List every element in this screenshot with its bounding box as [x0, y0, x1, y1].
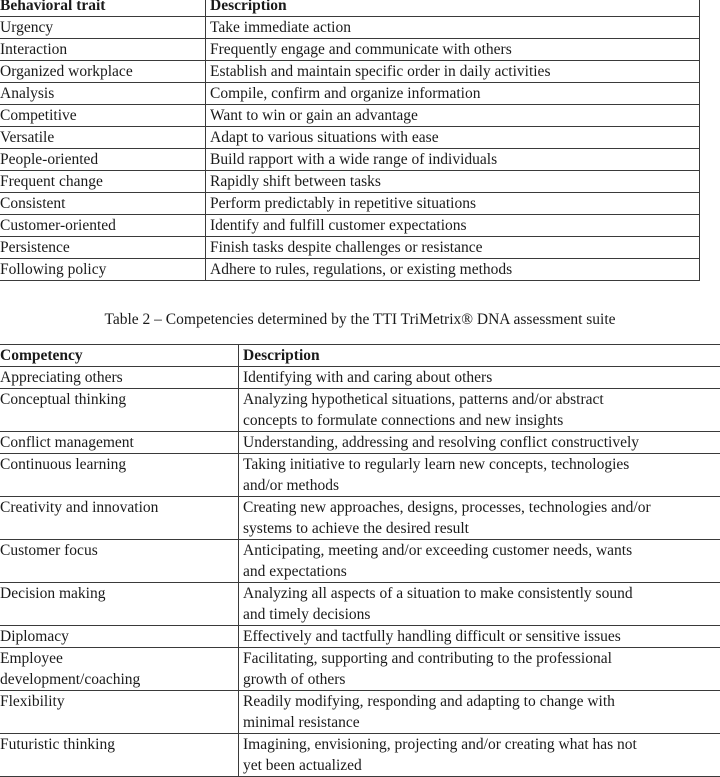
description-cell: Effectively and tactfully handling difficult or sensitive issues — [239, 626, 720, 648]
description-cell: Rapidly shift between tasks — [206, 171, 700, 193]
table-row — [0, 237, 700, 259]
name-cell: Decision making — [0, 583, 239, 626]
description-cell: Anticipating, meeting and/or exceeding customer needs, wants and expectations — [239, 540, 720, 583]
table-row — [0, 389, 720, 432]
description-cell: Taking initiative to regularly learn new concepts, technologies and/or methods — [239, 454, 720, 497]
table-row — [0, 454, 720, 497]
table-body — [0, 17, 700, 281]
description-cell: Facilitating, supporting and contributing to the professional growth of others — [239, 648, 720, 691]
table-header-row — [0, 345, 720, 367]
description-cell: Perform predictably in repetitive situations — [206, 193, 700, 215]
table-row — [0, 39, 700, 61]
table-row — [0, 497, 720, 540]
name-cell: Customer focus — [0, 540, 239, 583]
name-cell: Following policy — [0, 259, 206, 281]
column-header-competency: Competency — [0, 345, 239, 367]
name-cell: Analysis — [0, 83, 206, 105]
description-cell: Compile, confirm and organize information — [206, 83, 700, 105]
description-cell: Identify and fulfill customer expectations — [206, 215, 700, 237]
table-row — [0, 215, 700, 237]
name-cell: Customer-oriented — [0, 215, 206, 237]
name-cell: Conceptual thinking — [0, 389, 239, 432]
column-header-trait: Behavioral trait — [0, 0, 206, 17]
description-cell: Establish and maintain specific order in daily activities — [206, 61, 700, 83]
table-header-row — [0, 0, 700, 17]
description-cell: Adhere to rules, regulations, or existing methods — [206, 259, 700, 281]
behavioral-traits-table — [0, 0, 700, 281]
table-row — [0, 193, 700, 215]
column-header-description: Description — [239, 345, 720, 367]
name-cell: Consistent — [0, 193, 206, 215]
description-cell: Understanding, addressing and resolving conflict constructively — [239, 432, 720, 454]
description-cell: Finish tasks despite challenges or resistance — [206, 237, 700, 259]
description-cell: Adapt to various situations with ease — [206, 127, 700, 149]
table-row — [0, 61, 700, 83]
name-cell: Conflict management — [0, 432, 239, 454]
description-cell: Take immediate action — [206, 17, 700, 39]
name-cell: Futuristic thinking — [0, 734, 239, 777]
name-cell: Versatile — [0, 127, 206, 149]
name-cell: Employee development/coaching — [0, 648, 239, 691]
table-row — [0, 626, 720, 648]
name-cell: People-oriented — [0, 149, 206, 171]
description-cell: Imagining, envisioning, projecting and/or creating what has not yet been actualized — [239, 734, 720, 777]
description-cell: Want to win or gain an advantage — [206, 105, 700, 127]
table-row — [0, 734, 720, 777]
name-cell: Interaction — [0, 39, 206, 61]
description-cell: Readily modifying, responding and adapting to change with minimal resistance — [239, 691, 720, 734]
competencies-table — [0, 344, 720, 777]
table-row — [0, 648, 720, 691]
description-cell: Analyzing all aspects of a situation to make consistently sound and timely decisions — [239, 583, 720, 626]
table-row — [0, 127, 700, 149]
name-cell: Appreciating others — [0, 367, 239, 389]
description-cell: Creating new approaches, designs, processes, technologies and/or systems to achieve the desired result — [239, 497, 720, 540]
name-cell: Flexibility — [0, 691, 239, 734]
table-row — [0, 540, 720, 583]
description-cell: Identifying with and caring about others — [239, 367, 720, 389]
table-row — [0, 83, 700, 105]
table-row — [0, 691, 720, 734]
name-cell: Competitive — [0, 105, 206, 127]
table-row — [0, 583, 720, 626]
table-row — [0, 367, 720, 389]
table-row — [0, 432, 720, 454]
description-cell: Analyzing hypothetical situations, patterns and/or abstract concepts to formulate connections and new insights — [239, 389, 720, 432]
name-cell: Diplomacy — [0, 626, 239, 648]
table-row — [0, 259, 700, 281]
table-row — [0, 17, 700, 39]
name-cell: Persistence — [0, 237, 206, 259]
table-row — [0, 105, 700, 127]
column-header-description: Description — [206, 0, 700, 17]
name-cell: Urgency — [0, 17, 206, 39]
name-cell: Continuous learning — [0, 454, 239, 497]
table-row — [0, 149, 700, 171]
description-cell: Frequently engage and communicate with others — [206, 39, 700, 61]
table-caption: Table 2 – Competencies determined by the TTI TriMetrix® DNA assessment suite — [0, 311, 720, 329]
description-cell: Build rapport with a wide range of individuals — [206, 149, 700, 171]
name-cell: Organized workplace — [0, 61, 206, 83]
name-cell: Frequent change — [0, 171, 206, 193]
table-body — [0, 367, 720, 777]
name-cell: Creativity and innovation — [0, 497, 239, 540]
table-row — [0, 171, 700, 193]
